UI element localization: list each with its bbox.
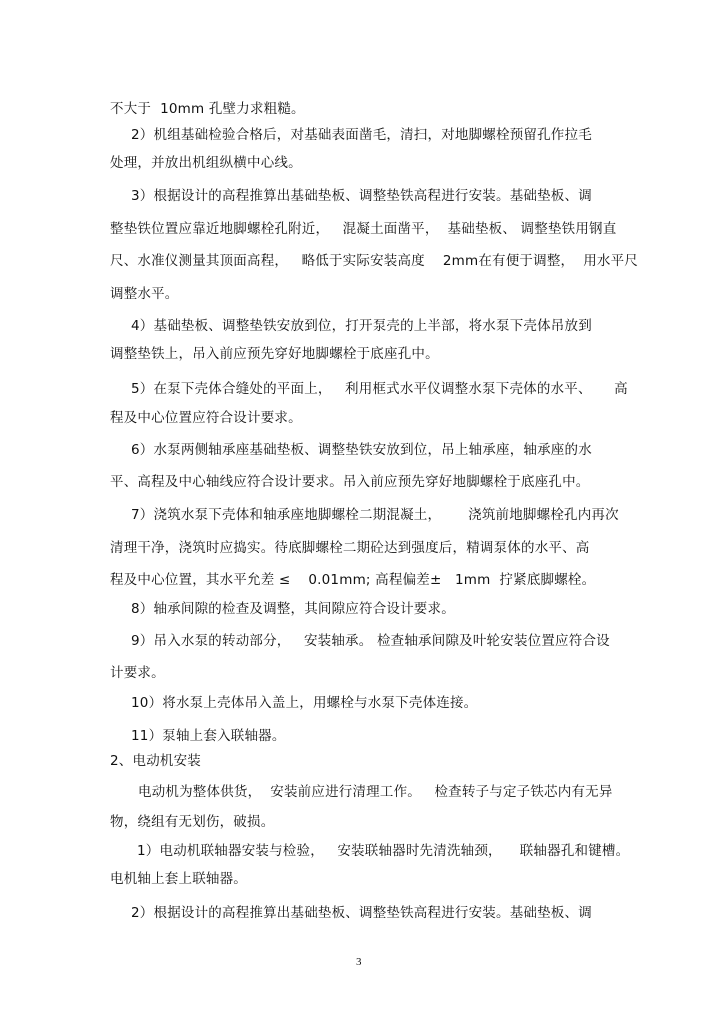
- text-line: 2）根据设计的高程推算出基础垫板、调整垫铁高程进行安装。基础垫板、调: [131, 905, 592, 921]
- text-line: 1）电动机联轴器安装与检验， 安装联轴器时先清洗轴颈， 联轴器孔和键槽。: [137, 843, 630, 859]
- section-heading: 2、电动机安装: [110, 753, 201, 769]
- text-line: 10）将水泵上壳体吊入盖上，用螺栓与水泵下壳体连接。: [131, 695, 478, 711]
- text-line: 尺、水准仪测量其顶面高程， 略低于实际安装高度 2mm在有便于调整， 用水平尺: [110, 253, 639, 269]
- text-line: 电机轴上套上联轴器。: [110, 871, 247, 887]
- page-number: 3: [356, 956, 362, 968]
- text-line: 清理干净，浇筑时应捣实。待底脚螺栓二期砼达到强度后，精调泵体的水平、高: [110, 540, 590, 556]
- text-line: 11）泵轴上套入联轴器。: [131, 728, 286, 744]
- text-line: 7）浇筑水泵下壳体和轴承座地脚螺栓二期混凝土， 浇筑前地脚螺栓孔内再次: [131, 507, 619, 523]
- text-line: 调整水平。: [110, 286, 179, 302]
- text-line: 4）基础垫板、调整垫铁安放到位，打开泵壳的上半部，将水泵下壳体吊放到: [131, 318, 592, 334]
- text-line: 程及中心位置，其水平允差 ≤ 0.01mm; 高程偏差± 1mm 拧紧底脚螺栓。: [110, 572, 596, 588]
- text-line: 3）根据设计的高程推算出基础垫板、调整垫铁高程进行安装。基础垫板、调: [131, 188, 592, 204]
- text-line: 计要求。: [110, 665, 165, 681]
- text-line: 处理，并放出机组纵横中心线。: [110, 155, 302, 171]
- text-line: 5）在泵下壳体合缝处的平面上， 利用框式水平仪调整水泵下壳体的水平、 高: [131, 381, 628, 397]
- text-line: 8）轴承间隙的检查及调整，其间隙应符合设计要求。: [131, 601, 455, 617]
- text-line: 2）机组基础检验合格后，对基础表面凿毛，清扫，对地脚螺栓预留孔作拉毛: [131, 127, 592, 143]
- text-line: 不大于 10mm 孔壁力求粗糙。: [110, 101, 305, 117]
- text-line: 平、高程及中心轴线应符合设计要求。吊入前应预先穿好地脚螺栓于底座孔中。: [110, 474, 590, 490]
- text-line: 6）水泵两侧轴承座基础垫板、调整垫铁安放到位，吊上轴承座，轴承座的水: [131, 442, 592, 458]
- text-line: 程及中心位置应符合设计要求。: [110, 410, 302, 426]
- text-line: 9）吊入水泵的转动部分， 安装轴承。 检查轴承间隙及叶轮安装位置应符合设: [131, 633, 610, 649]
- text-line: 电动机为整体供货， 安装前应进行清理工作。 检查转子与定子铁芯内有无异: [138, 784, 613, 800]
- text-line: 整垫铁位置应靠近地脚螺栓孔附近， 混凝土面凿平， 基础垫板、 调整垫铁用钢直: [110, 221, 617, 237]
- text-line: 调整垫铁上，吊入前应预先穿好地脚螺栓于底座孔中。: [110, 346, 439, 362]
- text-line: 物，绕组有无划伤，破损。: [110, 814, 275, 830]
